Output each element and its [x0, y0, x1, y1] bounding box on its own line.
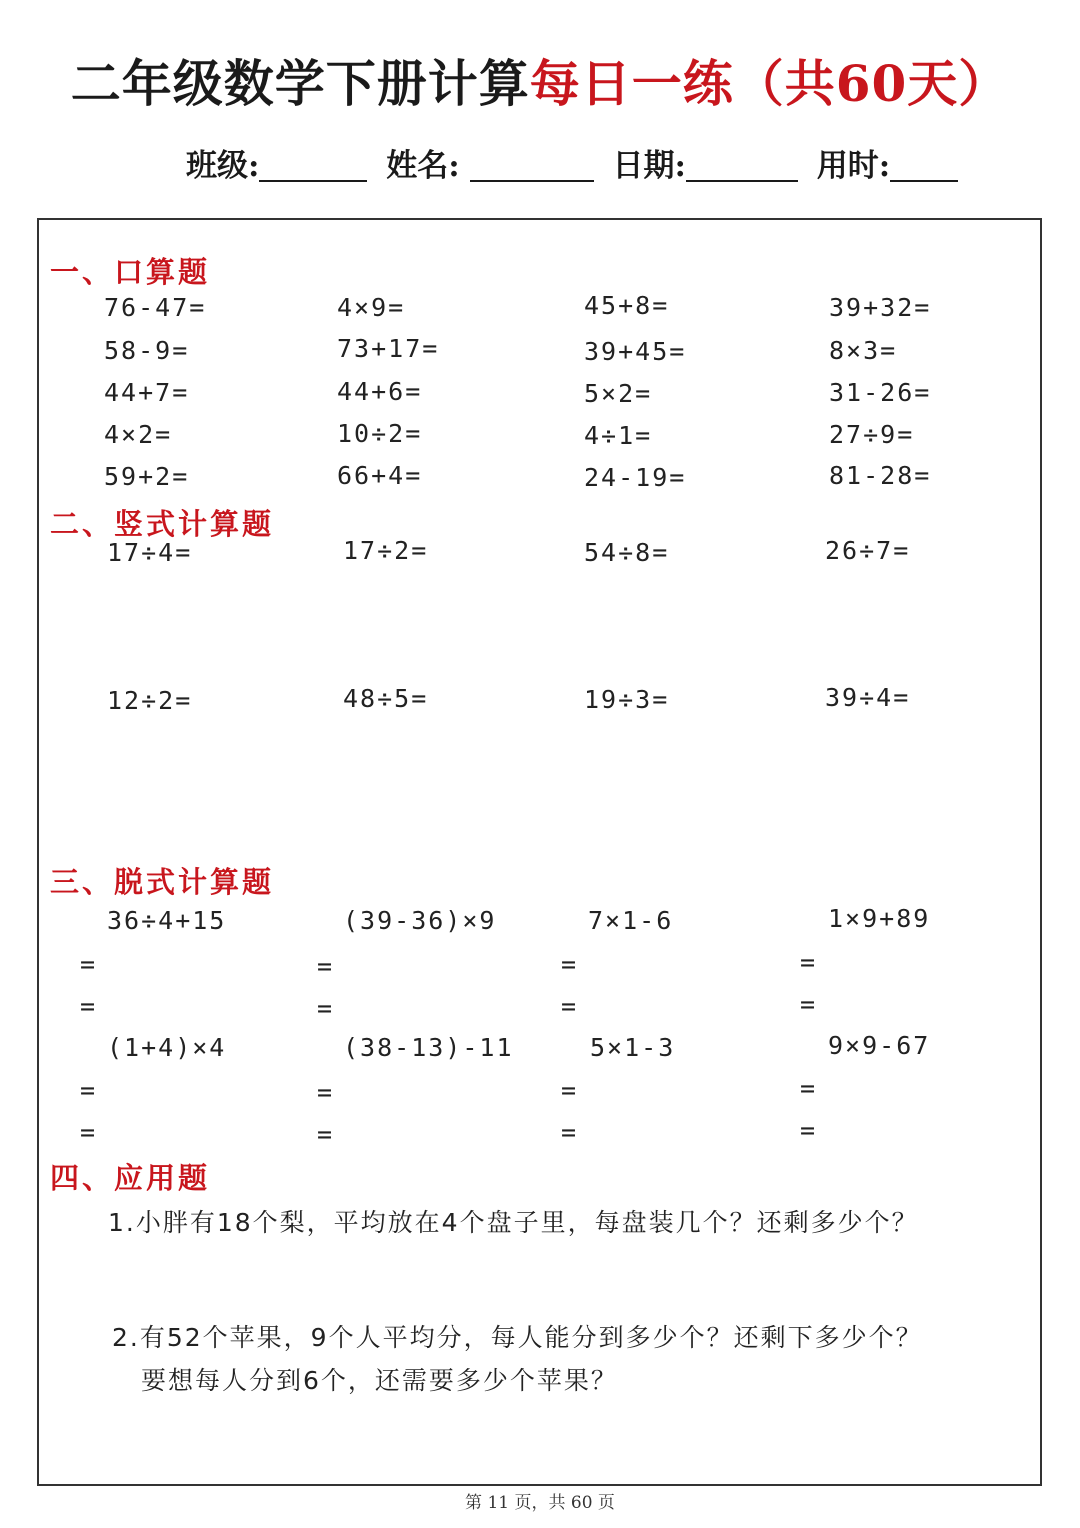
title-main: 二年级数学下册计算 — [70, 54, 530, 113]
page-footer: 第 11 页，共 60 页 — [465, 1493, 615, 1513]
title-highlight: 每日一练（共60天） — [529, 54, 1010, 113]
worksheet-frame — [37, 218, 1042, 1486]
stepwise-problem: 1×9+89 — [828, 904, 931, 933]
stepwise-problem: (1+4)×4 — [107, 1033, 227, 1062]
equals-sign: = — [800, 1074, 816, 1103]
equals-sign: = — [800, 948, 816, 977]
oral-problem: 10÷2= — [337, 419, 423, 448]
word-problem-2: 2.有52个苹果，9个人平均分，每人能分到多少个？还剩下多少个？ — [112, 1323, 923, 1352]
oral-problem: 5×2= — [584, 379, 653, 408]
stepwise-problem: (38-13)-11 — [343, 1033, 514, 1062]
stepwise-problem: 9×9-67 — [828, 1031, 931, 1060]
class-blank[interactable] — [259, 148, 367, 182]
oral-problem: 45+8= — [584, 291, 670, 320]
section-oral-heading: 一、口算题 — [50, 255, 211, 289]
vertical-problem: 17÷4= — [107, 538, 193, 567]
equals-sign: = — [800, 990, 816, 1019]
oral-problem: 8×3= — [829, 336, 898, 365]
oral-problem: 39+45= — [584, 337, 687, 366]
name-blank[interactable] — [470, 148, 594, 182]
equals-sign: = — [800, 1116, 816, 1145]
stepwise-problem: 7×1-6 — [588, 906, 674, 935]
section-stepwise-heading: 三、脱式计算题 — [50, 865, 275, 899]
equals-sign: = — [80, 1076, 96, 1105]
date-blank[interactable] — [686, 148, 798, 182]
equals-sign: = — [317, 994, 333, 1023]
date-field[interactable] — [613, 140, 798, 185]
time-label: 用时: — [816, 148, 891, 184]
word-problem-1: 1.小胖有18个梨，平均放在4个盘子里，每盘装几个？还剩多少个？ — [108, 1208, 919, 1237]
class-field[interactable] — [186, 140, 367, 185]
vertical-problem: 54÷8= — [584, 538, 670, 567]
equals-sign: = — [561, 1118, 577, 1147]
page-title — [0, 44, 1080, 116]
name-label: 姓名: — [386, 148, 460, 184]
equals-sign: = — [317, 952, 333, 981]
equals-sign: = — [80, 950, 96, 979]
oral-problem: 59+2= — [104, 462, 190, 491]
oral-problem: 31-26= — [829, 378, 932, 407]
equals-sign: = — [317, 1120, 333, 1149]
oral-problem: 39+32= — [829, 293, 932, 322]
oral-problem: 44+7= — [104, 378, 190, 407]
equals-sign: = — [561, 1076, 577, 1105]
oral-problem: 58-9= — [104, 336, 190, 365]
oral-problem: 4×9= — [337, 293, 406, 322]
oral-problem: 44+6= — [337, 377, 423, 406]
oral-problem: 4×2= — [104, 420, 173, 449]
section-vertical-heading: 二、竖式计算题 — [50, 507, 275, 541]
stepwise-problem: 5×1-3 — [590, 1033, 676, 1062]
word-problem-2-continued: 要想每人分到6个，还需要多少个苹果？ — [141, 1366, 618, 1395]
time-field[interactable] — [817, 140, 958, 185]
oral-problem: 81-28= — [829, 461, 932, 490]
stepwise-problem: (39-36)×9 — [343, 906, 497, 935]
vertical-problem: 26÷7= — [825, 536, 911, 565]
date-label: 日期: — [612, 148, 686, 184]
stepwise-problem: 36÷4+15 — [107, 906, 227, 935]
class-label: 班级: — [186, 148, 260, 184]
oral-problem: 66+4= — [337, 461, 423, 490]
oral-problem: 24-19= — [584, 463, 687, 492]
vertical-problem: 48÷5= — [343, 684, 429, 713]
section-word-heading: 四、应用题 — [50, 1161, 211, 1195]
oral-problem: 27÷9= — [829, 420, 915, 449]
oral-problem: 4÷1= — [584, 421, 653, 450]
oral-problem: 76-47= — [104, 293, 207, 322]
equals-sign: = — [561, 950, 577, 979]
vertical-problem: 39÷4= — [825, 683, 911, 712]
vertical-problem: 19÷3= — [584, 685, 670, 714]
vertical-problem: 17÷2= — [343, 536, 429, 565]
name-field[interactable] — [386, 140, 593, 185]
equals-sign: = — [80, 992, 96, 1021]
oral-problem: 73+17= — [337, 334, 440, 363]
equals-sign: = — [561, 992, 577, 1021]
equals-sign: = — [80, 1118, 96, 1147]
vertical-problem: 12÷2= — [107, 686, 193, 715]
time-blank[interactable] — [890, 148, 958, 182]
student-info-row — [186, 140, 966, 185]
equals-sign: = — [317, 1078, 333, 1107]
